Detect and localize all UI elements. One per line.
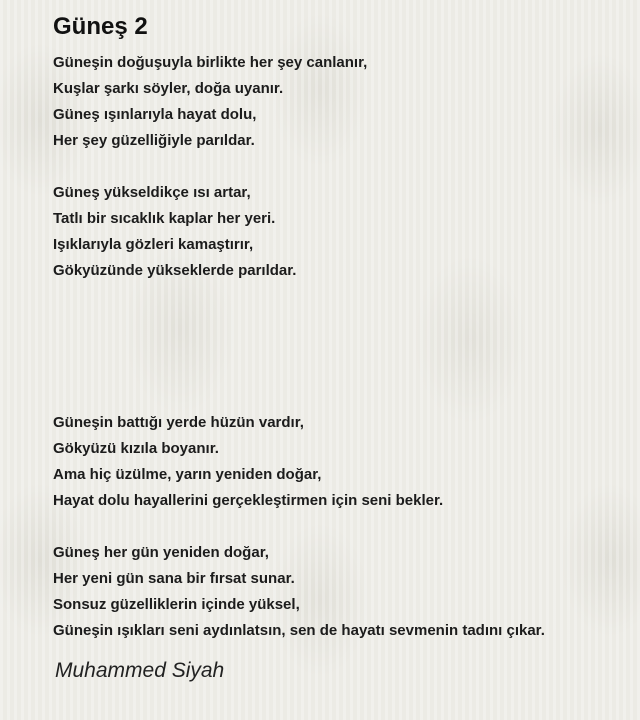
- poem-line: Ama hiç üzülme, yarın yeniden doğar,: [53, 466, 322, 483]
- poem-line: Gökyüzü kızıla boyanır.: [53, 440, 219, 457]
- stanza: [53, 180, 296, 284]
- poem-line: Her şey güzelliğiyle parıldar.: [53, 132, 255, 149]
- poem-line: Her yeni gün sana bir fırsat sunar.: [53, 570, 295, 587]
- poem-line: Kuşlar şarkı söyler, doğa uyanır.: [53, 80, 284, 97]
- poem-line: Hayat dolu hayallerini gerçekleştirmen için seni bekler.: [53, 492, 444, 509]
- poem-line: Güneşin battığı yerde hüzün vardır,: [53, 414, 304, 431]
- stanza: [53, 50, 367, 154]
- poem-author: Muhammed Siyah: [55, 659, 225, 682]
- poem-line: Gökyüzünde yükseklerde parıldar.: [53, 262, 297, 279]
- poem-line: Sonsuz güzelliklerin içinde yüksel,: [53, 596, 300, 613]
- poem-line: Işıklarıyla gözleri kamaştırır,: [53, 236, 254, 253]
- poem-line: Güneş ışınlarıyla hayat dolu,: [53, 106, 257, 123]
- stanza: [53, 540, 545, 644]
- poem-line: Güneşin ışıkları seni aydınlatsın, sen de hayatı sevmenin tadını çıkar.: [53, 622, 545, 639]
- poem-line: Güneş her gün yeniden doğar,: [53, 544, 269, 561]
- poem-title: Güneş 2: [53, 13, 148, 40]
- stanza: [53, 410, 443, 514]
- poem-line: Tatlı bir sıcaklık kaplar her yeri.: [53, 210, 276, 227]
- poem-line: Güneşin doğuşuyla birlikte her şey canlanır,: [53, 54, 368, 71]
- poem: [53, 12, 633, 682]
- poem-line: Güneş yükseldikçe ısı artar,: [53, 184, 251, 201]
